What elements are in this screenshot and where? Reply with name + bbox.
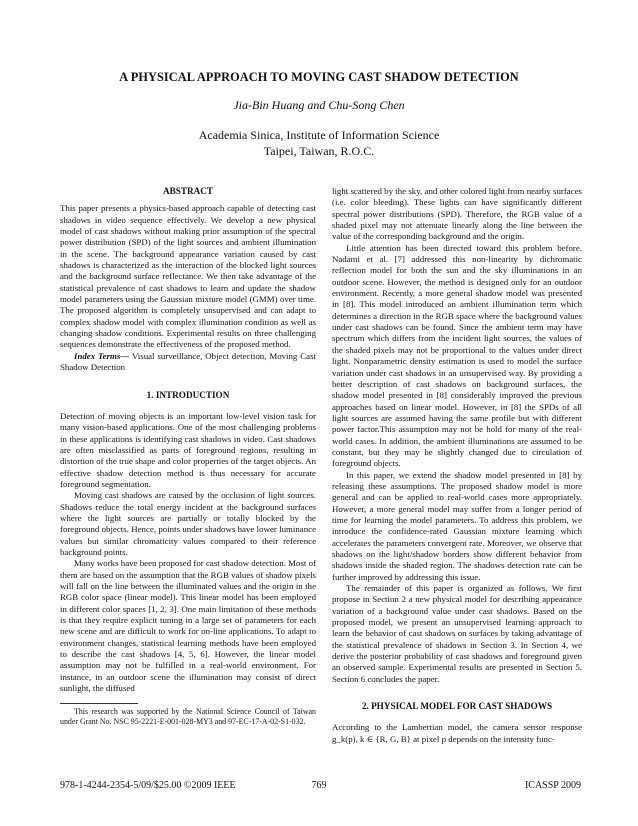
intro-paragraph-2: Moving cast shadows are caused by the occlusion of light sources. Shadows reduce the total energy incident at the background surfaces where the light sources are partially or totally blocked by the foreground objects. Hence, points under shadows have lower luminance values but similar chromaticity values compared to their reference background points. bbox=[60, 490, 316, 557]
section-2-heading: 2. PHYSICAL MODEL FOR CAST SHADOWS bbox=[361, 701, 553, 712]
affiliation-institution: Academia Sinica, Institute of Information Science bbox=[198, 128, 440, 142]
footer-conference: ICASSP 2009 bbox=[524, 780, 581, 791]
paper-authors: Jia-Bin Huang and Chu-Song Chen bbox=[233, 98, 405, 112]
footnote-rule bbox=[60, 703, 138, 704]
footer-page-number: 769 bbox=[311, 780, 327, 791]
footnote: This research was supported by the National Science Council of Taiwan under Grant No. NSC 95-2221-E-001-028-MY3 and 97-EC-17-A-02-S1-032. bbox=[60, 707, 316, 727]
affiliation-location: Taipei, Taiwan, R.O.C. bbox=[263, 144, 375, 158]
abstract-heading: ABSTRACT bbox=[162, 186, 214, 196]
right-paragraph-3: In this paper, we extend the shadow model presented in [8] by releasing these assumptions. The proposed shadow model is more general and can be applied to real-world cases more appropriately. However, a more general model may suffer from a longer period of time for learning the model parameters. To address this problem, we introduce the confidence-rated Gaussian mixture learning which accelerates the parameters convergent rate. Moreover, we observe that shadows on the light/shadow borders show different behavior from shadows inside the shaded region. The shadows detection rate can be further improved by addressing this issue. bbox=[332, 469, 582, 582]
abstract-text: This paper presents a physics-based approach capable of detecting cast shadows in video sequence effectively. We develop a new physical model of cast shadows without making prior assumption of the spectral power distribution (SPD) of the light sources and ambient illumination in the scene. The background appearance variation caused by cast shadows is characterized as the interaction of the blocked light sources and the background surface reflectance. We then take advantage of the statistical prevalence of cast shadows to learn and update the shadow model parameters using the Gaussian mixture model (GMM) over time. The proposed algorithm is completely unsupervised and can adapt to complex shadow model with complex illumination condition as well as changing shadow conditions. Experimental results on three challenging sequences demonstrate the effectiveness of the proposed method. bbox=[60, 203, 316, 350]
paper-title: A PHYSICAL APPROACH TO MOVING CAST SHADOW DETECTION bbox=[119, 70, 519, 84]
index-terms-label: Index Terms— bbox=[74, 350, 130, 361]
footer-isbn: 978-1-4244-2354-5/09/$25.00 ©2009 IEEE bbox=[60, 780, 236, 791]
right-paragraph-4: The remainder of this paper is organized as follows. We first propose in Section 2 a new physical model for describing appearance variation of a background value under cast shadows. Based on the proposed model, we present an unsupervised learning approach to learn the behavior of cast shadows on surfaces by taking advantage of the statistical prevalence of shadows in Section 3. In Section 4, we derive the posterior probability of cast shadows and foreground given an observed sample. Experimental results are presented in Section 5. Section 6 concludes the paper. bbox=[332, 583, 582, 684]
index-terms bbox=[60, 351, 316, 374]
intro-paragraph-3: Many works have been proposed for cast shadow detection. Most of them are based on the assumption that the RGB values of shadow pixels will fall on the line between the illuminated values and the origin in the RGB color space (linear model). This linear model has been employed in different color spaces [1, 2, 3]. One main limitation of these methods is that they require explicit tuning in a large set of parameters for each new scene and are difficult to work for on-line applications. To adapt to environment changes, statistical learning methods have been employed to describe the cast shadows [4, 5, 6]. However, the linear model assumption may not be fulfilled in a real-world environment. For instance, in an outdoor scene the illumination may consist of direct sunlight, the diffused bbox=[60, 558, 316, 694]
index-terms-text: Visual surveillance, Object detection, Moving Cast Shadow Detection bbox=[60, 350, 316, 373]
affiliation bbox=[0, 127, 638, 159]
intro-paragraph-1: Detection of moving objects is an important low-level vision task for many vision-based applications. One of the most challenging problems in these applications is identifying cast shadows in video. Cast shadows are often misclassified as parts of foreground regions, resulting in distortion of the true shape and color properties of the target objects. An effective shadow detection method is thus necessary for accurate foreground segmentation. bbox=[60, 410, 316, 489]
right-paragraph-2: Little attention has been directed toward this problem before. Nadami et al. [7] addressed this non-linearity by dichromatic reflection model for both the sun and the sky illuminations in an outdoor scene. However, the method is designed only for an outdoor environment. Recently, a more general shadow model was presented in [8]. This model introduced an ambient illumination term which determines a direction in the RGB space where the background values under cast shadows can be found. Since the ambient term may have spectrum which differs from the incident light sources, the values of the shaded pixels may not be proportional to the values under direct light. Nonparametric density estimation is used to model the surface variation under cast shadows in an unsupervised way. By providing a better description of cast shadows on background surfaces, the shadow model presented in [8] considerably improved the previous approaches based on linear model. However, in [8] the SPDs of all light sources are assumed having the same profile but with different power factor.This assumption may not be hold for many of the real-world cases. In addition, the ambient illuminations are assumed to be constant, but they may be slightly changed due to circulation of foreground objects. bbox=[332, 242, 582, 469]
section-2-paragraph: According to the Lambertian model, the camera sensor response g_k(p), k ∈ {R, G, B} at pixel p depends on the intensity func- bbox=[332, 722, 582, 744]
right-column bbox=[332, 186, 582, 745]
right-paragraph-1: light scattered by the sky, and other colored light from nearby surfaces (i.e. color bleeding). These lights can have significantly different spectral power distributions (SPD). Therefore, the RGB value of a shaded pixel may not attenuate linearly along the line between the value of the corresponding background and the origin. bbox=[332, 186, 582, 242]
intro-heading: 1. INTRODUCTION bbox=[146, 389, 230, 400]
left-column bbox=[60, 186, 316, 727]
